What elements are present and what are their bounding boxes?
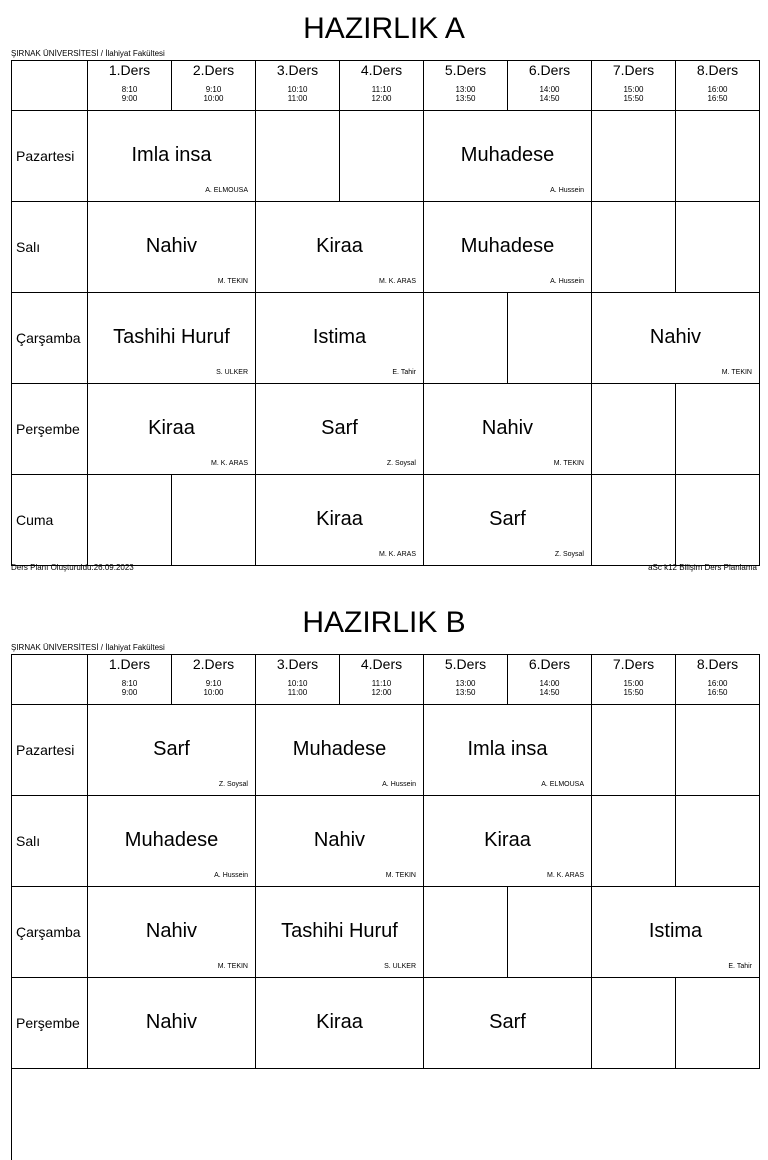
lesson-teacher: M. K. ARAS: [379, 551, 416, 558]
period-end-time: 11:00: [287, 688, 308, 697]
lesson-subject: Istima: [312, 326, 367, 348]
period-label: 5.Ders: [444, 62, 487, 78]
lesson-cell: [256, 887, 424, 978]
period-end-time: 14:50: [539, 94, 560, 103]
period-start-time: 9:10: [205, 85, 222, 94]
lesson-cell: [88, 887, 256, 978]
day-label-cell: [12, 111, 88, 202]
lesson-cell: [256, 202, 424, 293]
lesson-subject: Kiraa: [316, 508, 363, 530]
period-start-time: 10:10: [287, 679, 308, 688]
period-start-time: 11:10: [371, 679, 392, 688]
lesson-teacher: Z. Soysal: [218, 781, 248, 788]
period-label: 8.Ders: [696, 62, 739, 78]
empty-slot: [676, 202, 760, 293]
lesson-teacher: M. K. ARAS: [379, 278, 416, 285]
lesson-teacher: A. ELMOUSA: [205, 187, 248, 194]
empty-slot: [676, 796, 760, 887]
period-start-time: 8:10: [121, 679, 138, 688]
empty-slot: [508, 887, 592, 978]
period-end-time: 14:50: [539, 688, 560, 697]
lesson-subject: Imla insa: [467, 738, 548, 760]
period-label: 2.Ders: [192, 62, 235, 78]
lesson-teacher: Z. Soysal: [554, 551, 584, 558]
lesson-cell: [88, 111, 256, 202]
lesson-cell: [424, 475, 592, 566]
lesson-subject: Tashihi Huruf: [113, 326, 230, 348]
lesson-subject: Nahiv: [145, 920, 198, 942]
lesson-teacher: M. K. ARAS: [211, 460, 248, 467]
period-label: 1.Ders: [108, 62, 151, 78]
period-end-time: 16:50: [707, 94, 728, 103]
lesson-teacher: M. TEKIN: [217, 963, 248, 970]
empty-slot: [592, 384, 676, 475]
period-header: [424, 61, 508, 111]
period-label: 1.Ders: [108, 656, 151, 672]
lesson-subject: Muhadese: [460, 144, 555, 166]
period-header: [340, 655, 424, 705]
period-start-time: 9:10: [205, 679, 222, 688]
period-label: 8.Ders: [696, 656, 739, 672]
lesson-subject: Nahiv: [145, 1011, 198, 1033]
institution-label: ŞIRNAK ÜNİVERSİTESİ / İlahiyat Fakültesi: [11, 643, 165, 652]
period-header: [172, 61, 256, 111]
period-start-time: 15:00: [623, 85, 644, 94]
period-end-time: 12:00: [371, 688, 392, 697]
lesson-teacher: M. TEKIN: [721, 369, 752, 376]
timetable-title: HAZIRLIK A: [303, 12, 465, 45]
lesson-cell: [424, 384, 592, 475]
day-label-cell: [12, 796, 88, 887]
day-label-cell: [12, 705, 88, 796]
period-start-time: 13:00: [455, 85, 476, 94]
lesson-cell: [424, 705, 592, 796]
period-label: 4.Ders: [360, 62, 403, 78]
day-name: Salı: [16, 833, 41, 849]
created-date-note: Ders Planı Oluşturuldu:26.09.2023: [11, 563, 134, 572]
lesson-teacher: M. TEKIN: [553, 460, 584, 467]
period-label: 7.Ders: [612, 62, 655, 78]
lesson-subject: Sarf: [489, 1011, 526, 1033]
period-header: [88, 61, 172, 111]
period-end-time: 15:50: [623, 688, 644, 697]
lesson-cell: [88, 384, 256, 475]
day-label-cell: [12, 202, 88, 293]
period-header: [172, 655, 256, 705]
lesson-subject: Tashihi Huruf: [281, 920, 398, 942]
period-start-time: 14:00: [539, 85, 560, 94]
lesson-subject: Sarf: [489, 508, 526, 530]
period-label: 7.Ders: [612, 656, 655, 672]
lesson-cell: [256, 475, 424, 566]
day-label-cell: [12, 293, 88, 384]
period-end-time: 13:50: [455, 94, 476, 103]
period-start-time: 8:10: [121, 85, 138, 94]
schedule-grid: [11, 654, 760, 1160]
period-end-time: 16:50: [707, 688, 728, 697]
lesson-cell: [256, 796, 424, 887]
period-header: [676, 61, 760, 111]
lesson-cell: [88, 796, 256, 887]
lesson-cell: [592, 293, 760, 384]
institution-label: ŞIRNAK ÜNİVERSİTESİ / İlahiyat Fakültesi: [11, 49, 165, 58]
empty-slot: [592, 202, 676, 293]
period-end-time: 13:50: [455, 688, 476, 697]
lesson-cell: [256, 293, 424, 384]
day-name: Çarşamba: [16, 330, 81, 346]
lesson-teacher: E. Tahir: [392, 369, 416, 376]
lesson-subject: Muhadese: [292, 738, 387, 760]
lesson-teacher: E. Tahir: [728, 963, 752, 970]
period-header: [508, 61, 592, 111]
lesson-teacher: A. Hussein: [550, 278, 584, 285]
period-label: 5.Ders: [444, 656, 487, 672]
period-header: [508, 655, 592, 705]
period-start-time: 14:00: [539, 679, 560, 688]
period-header: [88, 655, 172, 705]
lesson-cell: [424, 796, 592, 887]
empty-slot: [676, 705, 760, 796]
lesson-subject: Imla insa: [131, 144, 212, 166]
lesson-subject: Kiraa: [148, 417, 195, 439]
period-label: 4.Ders: [360, 656, 403, 672]
period-header: [592, 655, 676, 705]
lesson-subject: Kiraa: [484, 829, 531, 851]
empty-slot: [592, 705, 676, 796]
lesson-subject: Muhadese: [460, 235, 555, 257]
empty-slot: [172, 475, 256, 566]
period-start-time: 15:00: [623, 679, 644, 688]
period-start-time: 13:00: [455, 679, 476, 688]
period-label: 2.Ders: [192, 656, 235, 672]
empty-slot: [592, 111, 676, 202]
lesson-cell: [88, 705, 256, 796]
lesson-teacher: A. ELMOUSA: [541, 781, 584, 788]
period-label: 3.Ders: [276, 656, 319, 672]
empty-slot: [256, 111, 340, 202]
lesson-cell: [256, 384, 424, 475]
period-start-time: 10:10: [287, 85, 308, 94]
day-label-cell: [12, 887, 88, 978]
day-name: Pazartesi: [16, 148, 75, 164]
period-header: [340, 61, 424, 111]
lesson-subject: Nahiv: [481, 417, 534, 439]
period-label: 6.Ders: [528, 656, 571, 672]
period-start-time: 16:00: [707, 85, 728, 94]
lesson-subject: Sarf: [153, 738, 190, 760]
period-end-time: 15:50: [623, 94, 644, 103]
period-header: [592, 61, 676, 111]
period-label: 6.Ders: [528, 62, 571, 78]
lesson-cell: [256, 705, 424, 796]
lesson-cell: [88, 202, 256, 293]
lesson-teacher: A. Hussein: [382, 781, 416, 788]
lesson-subject: Nahiv: [649, 326, 702, 348]
period-end-time: 9:00: [121, 688, 138, 697]
day-label-cell: [12, 475, 88, 566]
period-start-time: 16:00: [707, 679, 728, 688]
period-header: [256, 655, 340, 705]
empty-slot: [592, 475, 676, 566]
corner-cell: [12, 61, 88, 111]
lesson-teacher: S. ULKER: [384, 963, 416, 970]
lesson-subject: Nahiv: [313, 829, 366, 851]
period-start-time: 11:10: [371, 85, 392, 94]
empty-slot: [676, 384, 760, 475]
lesson-subject: Kiraa: [316, 1011, 363, 1033]
lesson-teacher: A. Hussein: [214, 872, 248, 879]
lesson-subject: Kiraa: [316, 235, 363, 257]
period-header: [256, 61, 340, 111]
lesson-cell: [424, 202, 592, 293]
empty-slot: [508, 293, 592, 384]
lesson-teacher: M. K. ARAS: [547, 872, 584, 879]
empty-slot: [592, 796, 676, 887]
software-credit: aSc k12 Bilişim Ders Planlama: [648, 563, 757, 572]
day-label-cell: [12, 384, 88, 475]
day-name: Çarşamba: [16, 924, 81, 940]
period-end-time: 11:00: [287, 94, 308, 103]
lesson-teacher: Z. Soysal: [386, 460, 416, 467]
lesson-cell: [424, 111, 592, 202]
period-end-time: 12:00: [371, 94, 392, 103]
empty-slot: [424, 887, 508, 978]
empty-slot: [424, 293, 508, 384]
period-end-time: 10:00: [203, 94, 224, 103]
lesson-teacher: S. ULKER: [216, 369, 248, 376]
empty-slot: [88, 475, 172, 566]
period-end-time: 9:00: [121, 94, 138, 103]
day-name: Perşembe: [16, 1015, 80, 1031]
lesson-subject: Muhadese: [124, 829, 219, 851]
day-name: Pazartesi: [16, 742, 75, 758]
day-name: Salı: [16, 239, 41, 255]
lesson-teacher: A. Hussein: [550, 187, 584, 194]
empty-slot: [676, 475, 760, 566]
period-label: 3.Ders: [276, 62, 319, 78]
timetable-title: HAZIRLIK B: [302, 606, 466, 639]
day-name: Cuma: [16, 512, 54, 528]
period-header: [676, 655, 760, 705]
corner-cell: [12, 655, 88, 705]
day-name: Perşembe: [16, 421, 80, 437]
period-header: [424, 655, 508, 705]
lesson-teacher: M. TEKIN: [385, 872, 416, 879]
lesson-teacher: M. TEKIN: [217, 278, 248, 285]
lesson-cell: [88, 293, 256, 384]
schedule-grid: [11, 60, 760, 566]
empty-slot: [676, 111, 760, 202]
lesson-cell: [592, 887, 760, 978]
lesson-subject: Nahiv: [145, 235, 198, 257]
lesson-subject: Sarf: [321, 417, 358, 439]
empty-slot: [340, 111, 424, 202]
period-end-time: 10:00: [203, 688, 224, 697]
lesson-subject: Istima: [648, 920, 703, 942]
